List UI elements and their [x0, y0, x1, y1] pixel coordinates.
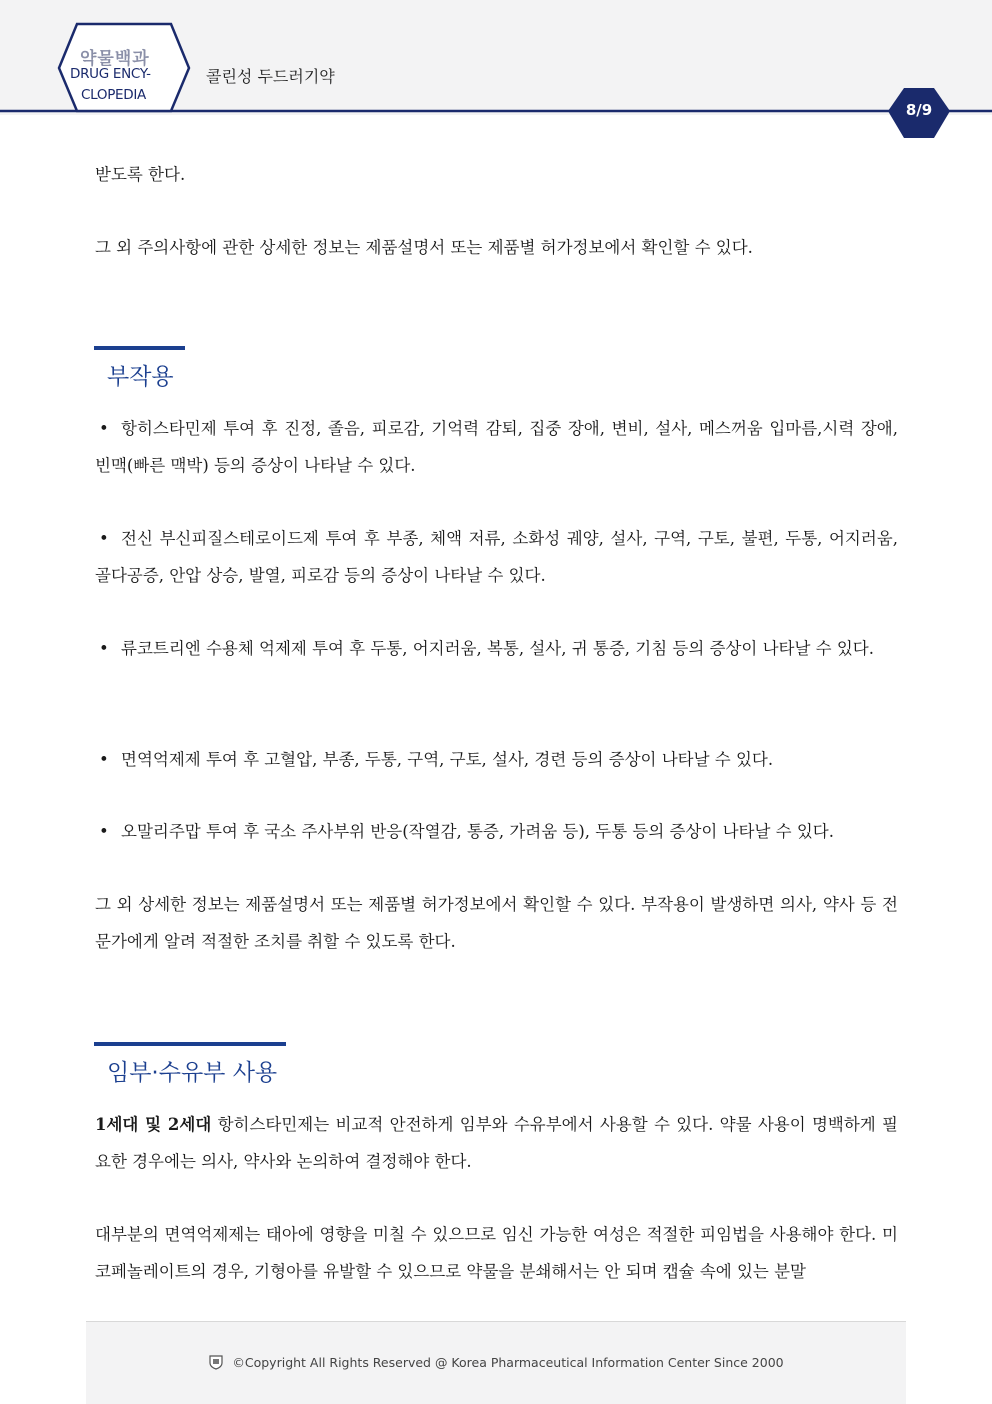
logo-english-line1: DRUG ENCY- [70, 66, 151, 82]
list-item-text: 전신 부신피질스테로이드제 투여 후 부종, 체액 저류, 소화성 궤양, 설사, 구역, 구토, 불편, 두통, 어지러움, 골다공증, 안압 상승, 발열, 피로감 등의 증상이 나타날 수 있다. [95, 529, 898, 585]
page-header [0, 0, 992, 115]
bullet-icon: • [99, 529, 109, 548]
paragraph-side-effects-summary: 그 외 상세한 정보는 제품설명서 또는 제품별 허가정보에서 확인할 수 있다. 부작용이 발생하면 의사, 약사 등 전문가에게 알려 적절한 조치를 취할 수 있도록 한다. [95, 895, 898, 951]
shield-logo-icon [208, 1354, 224, 1373]
bullet-icon: • [99, 750, 109, 769]
document-title: 콜린성 두드러기약 [206, 67, 335, 86]
list-item [95, 813, 898, 850]
footer-line [86, 1354, 906, 1373]
section-divider-side-effects [94, 346, 185, 350]
list-item [95, 410, 898, 484]
list-item [95, 630, 898, 667]
paragraph-intro-1: 받도록 한다. [95, 165, 186, 184]
paragraph-text: 항히스타민제는 비교적 안전하게 임부와 수유부에서 사용할 수 있다. 약물 사용이 명백하게 필요한 경우에는 의사, 약사와 논의하여 결정해야 한다. [95, 1115, 898, 1171]
list-item-text: 면역억제제 투여 후 고혈압, 부종, 두통, 구역, 구토, 설사, 경련 등의 증상이 나타날 수 있다. [121, 750, 774, 769]
logo-korean: 약물백과 [80, 49, 150, 69]
list-item [95, 520, 898, 594]
copyright-text: ©Copyright All Rights Reserved @ Korea Pharmaceutical Information Center Since 2000 [232, 1355, 784, 1370]
section-title-pregnancy: 임부·수유부 사용 [107, 1060, 278, 1086]
list-item [95, 741, 898, 778]
logo-english-line2: CLOPEDIA [81, 87, 146, 103]
list-item-text: 오말리주맙 투여 후 국소 주사부위 반응(작열감, 통증, 가려움 등), 두통 등의 증상이 나타날 수 있다. [121, 822, 834, 841]
section-title-side-effects: 부작용 [107, 364, 174, 390]
page-footer [86, 1321, 906, 1404]
list-item-text: 항히스타민제 투여 후 진정, 졸음, 피로감, 기억력 감퇴, 집중 장애, 변비, 설사, 메스꺼움 입마름,시력 장애, 빈맥(빠른 맥박) 등의 증상이 나타날 수 있다. [95, 419, 898, 475]
list-item-text: 류코트리엔 수용체 억제제 투여 후 두통, 어지러움, 복통, 설사, 귀 통증, 기침 등의 증상이 나타날 수 있다. [121, 639, 874, 658]
section-divider-pregnancy [94, 1042, 286, 1046]
bullet-icon: • [99, 822, 109, 841]
paragraph-pregnancy-1 [95, 1106, 898, 1180]
paragraph-pregnancy-2: 대부분의 면역억제제는 태아에 영향을 미칠 수 있으므로 임신 가능한 여성은 적절한 피임법을 사용해야 한다. 미코페놀레이트의 경우, 기형아를 유발할 수 있으므로 약물을 분쇄해서는 안 되며 캡슐 속에 있는 분말 [95, 1225, 898, 1281]
paragraph-intro-2: 그 외 주의사항에 관한 상세한 정보는 제품설명서 또는 제품별 허가정보에서 확인할 수 있다. [95, 238, 753, 257]
bullet-icon: • [99, 419, 109, 438]
page-indicator: 8/9 [905, 101, 933, 119]
emphasis-text: 1세대 및 2세대 [95, 1115, 212, 1134]
bullet-icon: • [99, 639, 109, 658]
